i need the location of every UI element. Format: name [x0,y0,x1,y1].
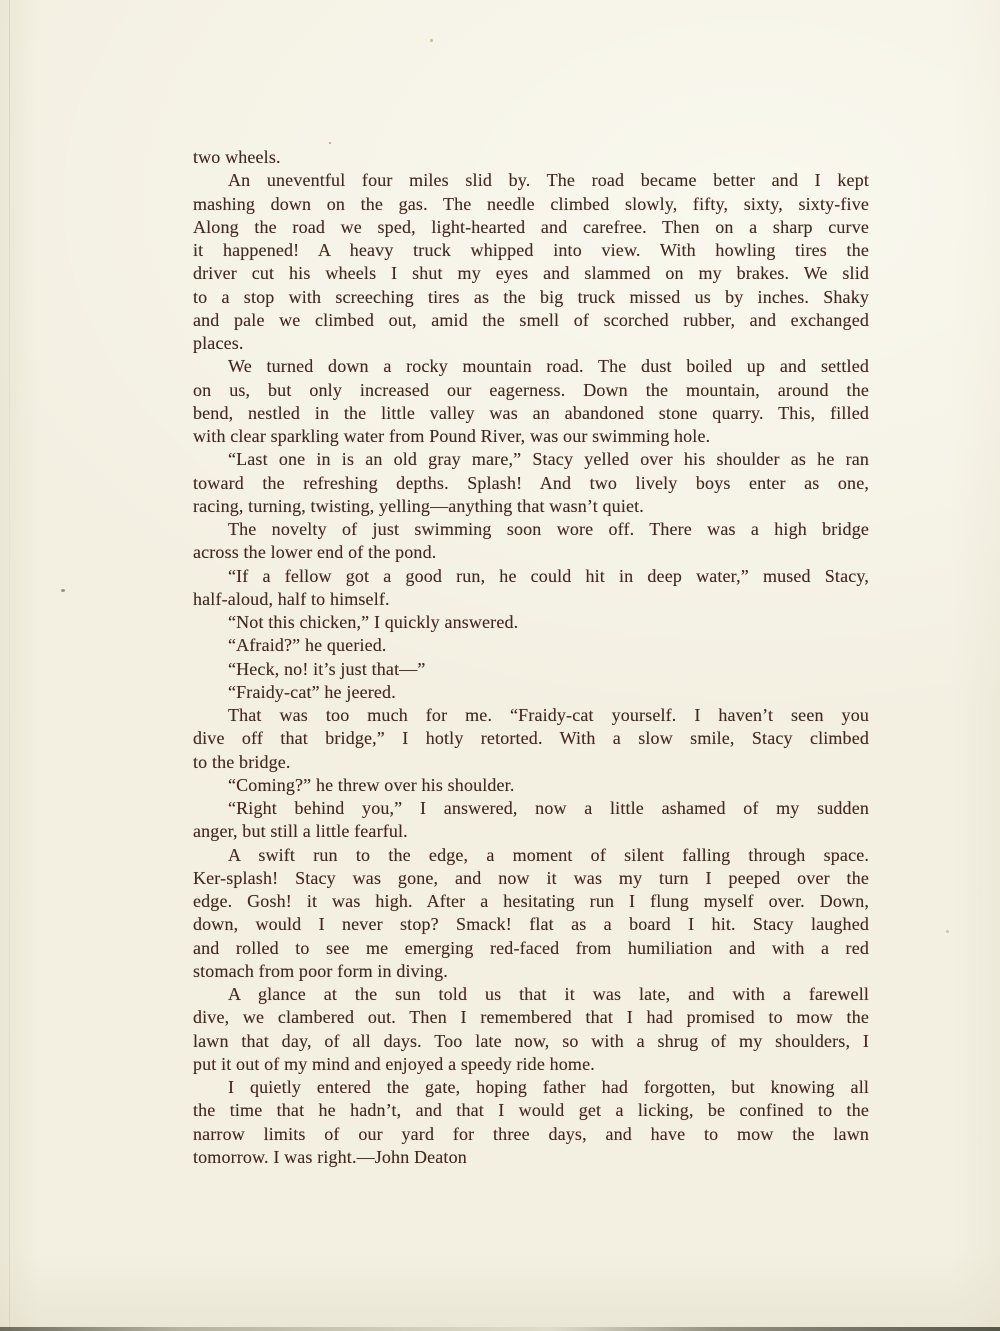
text-line: put it out of my mind and enjoyed a speedy ride home. [193,1053,595,1074]
paper-speck [430,39,433,42]
paragraph [193,565,869,612]
text-line: We turned down a rocky mountain road. The dust boiled up and settled [228,356,869,377]
text-line: places. [193,333,244,353]
text-line: tomorrow. I was right.—John Deaton [193,1146,467,1167]
text-line: across the lower end of the pond. [193,542,437,563]
text-line: “Heck, no! it’s just that—” [228,658,426,679]
paragraph [193,169,869,355]
text-line: anger, but still a little fearful. [193,821,408,842]
text-line: mashing down on the gas. The needle climbed slowly, fifty, sixty, sixty-five [193,193,869,214]
paragraph [193,355,869,448]
text-line: “Fraidy-cat” he jeered. [228,681,396,702]
text-line: An uneventful four miles slid by. The road became better and I kept [228,170,869,191]
text-line: toward the refreshing depths. Splash! And two lively boys enter as one, [193,472,869,493]
paper-left-crease [9,0,10,1331]
text-line: to a stop with screeching tires as the big truck missed us by inches. Shaky [193,286,869,307]
text-line: driver cut his wheels I shut my eyes and slammed on my brakes. We slid [193,263,869,284]
text-line: it happened! A heavy truck whipped into view. With howling tires the [193,240,869,260]
paper-speck [329,142,331,144]
text-line: and pale we climbed out, amid the smell of scorched rubber, and exchanged [193,309,869,330]
paper-speck [946,930,949,933]
text-line: A glance at the sun told us that it was late, and with a farewell [228,984,869,1004]
paragraph [193,844,869,984]
paragraph [193,681,869,704]
text-line: That was too much for me. “Fraidy-cat yourself. I haven’t seen you [228,705,869,725]
paragraph [193,704,869,774]
scan-bottom-edge [0,1327,1000,1331]
paragraph [193,634,869,657]
text-line: Along the road we sped, light-hearted and carefree. Then on a sharp curve [193,216,869,237]
text-line: the time that he hadn’t, and that I would get a licking, be confined to the [193,1100,869,1121]
text-line: dive, we clambered out. Then I remembered that I had promised to mow the [193,1007,869,1028]
text-line: dive off that bridge,” I hotly retorted. With a slow smile, Stacy climbed [193,728,869,749]
text-line: and rolled to see me emerging red-faced from humiliation and with a red [193,937,869,958]
text-line: lawn that day, of all days. Too late now, so with a shrug of my shoulders, I [193,1030,869,1051]
text-line: Ker-splash! Stacy was gone, and now it was my turn I peeped over the [193,867,869,888]
text-line: “Last one in is an old gray mare,” Stacy yelled over his shoulder as he ran [228,449,869,470]
text-line: with clear sparkling water from Pound River, was our swimming hole. [193,426,711,446]
paragraph [193,1076,869,1169]
text-line: “Afraid?” he queried. [228,635,387,656]
story-text-block [193,146,869,1169]
text-line: bend, nestled in the little valley was an abandoned stone quarry. This, filled [193,402,869,423]
text-line: “If a fellow got a good run, he could hit in deep water,” mused Stacy, [228,565,869,586]
text-line: racing, turning, twisting, yelling—anything that wasn’t quiet. [193,495,644,516]
text-line: narrow limits of our yard for three days, and have to mow the lawn [193,1123,869,1144]
text-line: edge. Gosh! it was high. After a hesitating run I flung myself over. Down, [193,891,869,911]
text-line: on us, but only increased our eagerness. Down the mountain, around the [193,379,869,400]
paragraph [193,611,869,634]
text-line: I quietly entered the gate, hoping father had forgotten, but knowing all [228,1077,869,1097]
paragraph [193,146,869,169]
paragraph [193,658,869,681]
paragraph [193,797,869,844]
text-line: stomach from poor form in diving. [193,960,448,981]
text-line: two wheels. [193,147,281,167]
paragraph [193,448,869,518]
text-line: The novelty of just swimming soon wore off. There was a high bridge [228,519,869,539]
text-line: down, would I never stop? Smack! flat as a board I hit. Stacy laughed [193,914,869,935]
text-line: “Right behind you,” I answered, now a little ashamed of my sudden [228,798,869,818]
text-line: A swift run to the edge, a moment of silent falling through space. [228,844,869,865]
paper-speck [61,589,65,592]
text-line: “Coming?” he threw over his shoulder. [228,774,515,795]
text-line: to the bridge. [193,751,291,772]
text-line: “Not this chicken,” I quickly answered. [228,612,519,632]
paragraph [193,774,869,797]
text-line: half-aloud, half to himself. [193,588,390,609]
paragraph [193,983,869,1076]
paragraph [193,518,869,565]
